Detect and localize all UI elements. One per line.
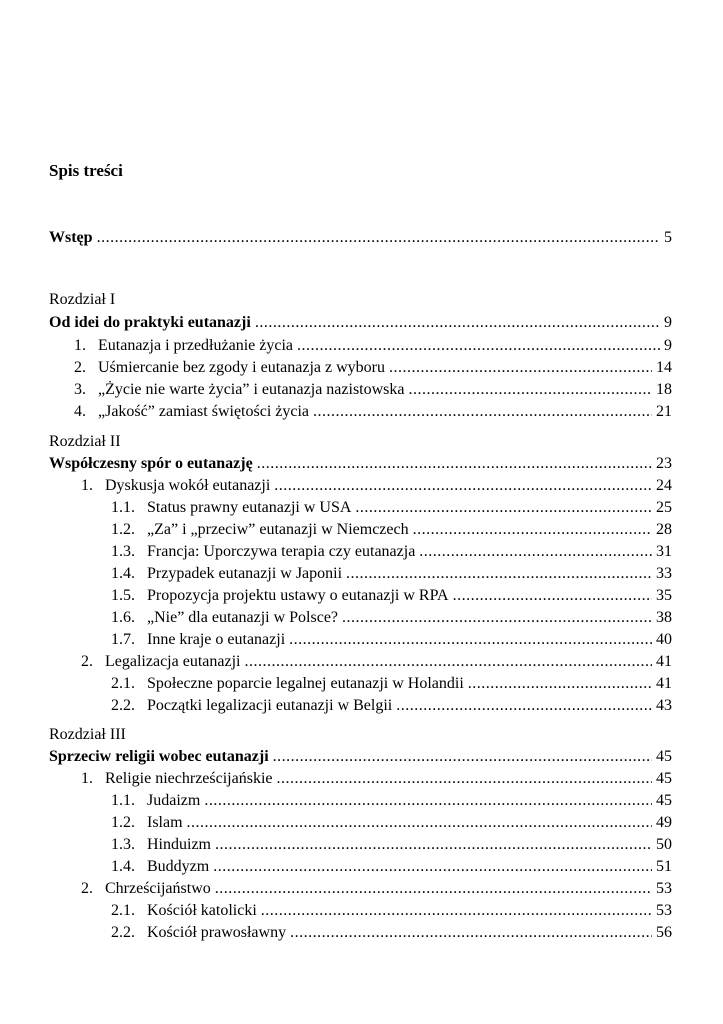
leader-dots: [389, 357, 652, 379]
entry-title: Buddyzm: [147, 858, 210, 875]
entry-title: Przypadek eutanazji w Japonii: [147, 565, 343, 582]
leader-dots: [419, 541, 652, 563]
entry-title: Kościół prawosławny: [147, 924, 287, 941]
entry-number: 2.: [81, 653, 93, 670]
page-number: 49: [656, 814, 672, 831]
entry-number: 2.: [74, 359, 86, 376]
chapter-label: Rozdział I: [49, 291, 116, 308]
toc-entry: [81, 651, 672, 673]
entry-title: Hinduizm: [147, 836, 211, 853]
entry-number: 1.: [81, 770, 93, 787]
entry-number: 1.1.: [111, 792, 135, 809]
entry-title: „Za” i „przeciw” eutanazji w Niemczech: [147, 521, 409, 538]
page-number: 53: [656, 902, 672, 919]
leader-dots: [276, 768, 652, 790]
page-number: 45: [656, 770, 672, 787]
page-number: 45: [656, 792, 672, 809]
chapter-title-row: [49, 312, 672, 334]
toc-entry: [111, 790, 672, 812]
page-number: 9: [664, 314, 672, 331]
page-number: 41: [656, 653, 672, 670]
entry-number: 1.6.: [111, 609, 135, 626]
leader-dots: [290, 922, 652, 944]
page-number: 21: [656, 403, 672, 420]
chapter-title: Sprzeciw religii wobec eutanazji: [49, 748, 269, 765]
entry-number: 1.3.: [111, 543, 135, 560]
page-number: 9: [664, 337, 672, 354]
page-number: 53: [656, 880, 672, 897]
chapter-title-row: [49, 453, 672, 475]
leader-dots: [396, 695, 652, 717]
toc-entry: [111, 856, 672, 878]
entry-title: Uśmiercanie bez zgody i eutanazja z wyboru: [98, 359, 385, 376]
leader-dots: [413, 519, 652, 541]
toc-entry: [111, 812, 672, 834]
page-number: 41: [656, 675, 672, 692]
leader-dots: [346, 563, 652, 585]
toc-entry: [74, 379, 672, 401]
entry-title: Judaizm: [147, 792, 201, 809]
chapter-label: Rozdział III: [49, 726, 126, 743]
leader-dots: [355, 497, 652, 519]
entry-number: 1.1.: [111, 499, 135, 516]
entry-number: 1.: [74, 337, 86, 354]
page-number: 5: [664, 229, 672, 246]
page-number: 51: [656, 858, 672, 875]
leader-dots: [273, 746, 652, 768]
entry-number: 1.4.: [111, 565, 135, 582]
page-number: 50: [656, 836, 672, 853]
entry-title: „Jakość” zamiast świętości życia: [98, 403, 310, 420]
leader-dots: [257, 453, 652, 475]
entry-number: 2.1.: [111, 902, 135, 919]
leader-dots: [409, 379, 653, 401]
page-number: 38: [656, 609, 672, 626]
toc-entry: [111, 900, 672, 922]
toc-entry: [111, 673, 672, 695]
leader-dots: [187, 812, 652, 834]
entry-number: 2.: [81, 880, 93, 897]
entry-number: 1.7.: [111, 631, 135, 648]
entry-title: Eutanazja i przedłużanie życia: [98, 337, 293, 354]
toc-entry: [81, 768, 672, 790]
entry-title: Islam: [147, 814, 183, 831]
page-number: 40: [656, 631, 672, 648]
entry-title: Legalizacja eutanazji: [105, 653, 241, 670]
entry-number: 3.: [74, 381, 86, 398]
toc-entry: [111, 695, 672, 717]
leader-dots: [261, 900, 652, 922]
leader-dots: [255, 312, 660, 334]
page-number: 24: [656, 477, 672, 494]
toc-entry: [111, 922, 672, 944]
entry-title: Status prawny eutanazji w USA: [147, 499, 352, 516]
entry-title: Religie niechrześcijańskie: [105, 770, 273, 787]
leader-dots: [274, 475, 652, 497]
entry-title: „Nie” dla eutanazji w Polsce?: [147, 609, 339, 626]
entry-number: 1.: [81, 477, 93, 494]
entry-title: „Życie nie warte życia” i eutanazja nazistowska: [98, 381, 405, 398]
leader-dots: [97, 227, 660, 249]
entry-number: 1.4.: [111, 858, 135, 875]
chapter-title: Współczesny spór o eutanazję: [49, 455, 253, 472]
page-number: 14: [656, 359, 672, 376]
leader-dots: [244, 651, 652, 673]
entry-number: 2.1.: [111, 675, 135, 692]
leader-dots: [297, 335, 660, 357]
toc-entry: [74, 357, 672, 379]
leader-dots: [342, 607, 652, 629]
page-number: 45: [656, 748, 672, 765]
entry-title: Inne kraje o eutanazji: [147, 631, 286, 648]
entry-number: 2.2.: [111, 697, 135, 714]
leader-dots: [215, 878, 652, 900]
entry-number: 1.2.: [111, 521, 135, 538]
page-number: 18: [656, 381, 672, 398]
toc-entry: [81, 475, 672, 497]
toc-entry: [111, 519, 672, 541]
page-number: 31: [656, 543, 672, 560]
leader-dots: [204, 790, 652, 812]
entry-title: Kościół katolicki: [147, 902, 257, 919]
page-number: 56: [656, 924, 672, 941]
leader-dots: [453, 585, 652, 607]
entry-title: Początki legalizacji eutanazji w Belgii: [147, 697, 393, 714]
entry-title: Społeczne poparcie legalnej eutanazji w Holandii: [147, 675, 464, 692]
page-number: 43: [656, 697, 672, 714]
toc-heading: Spis treści: [49, 161, 123, 180]
chapter-label: Rozdział II: [49, 433, 121, 450]
leader-dots: [468, 673, 652, 695]
toc-entry: [111, 497, 672, 519]
entry-title: Chrześcijaństwo: [105, 880, 211, 897]
toc-entry: [81, 878, 672, 900]
page-number: 25: [656, 499, 672, 516]
entry-title: Wstęp: [49, 229, 93, 246]
leader-dots: [313, 401, 652, 423]
toc-entry: [111, 585, 672, 607]
toc-entry: [111, 629, 672, 651]
entry-number: 1.2.: [111, 814, 135, 831]
entry-number: 4.: [74, 403, 86, 420]
chapter-title: Od idei do praktyki eutanazji: [49, 314, 251, 331]
toc-entry: [111, 834, 672, 856]
toc-entry: [111, 563, 672, 585]
entry-number: 1.3.: [111, 836, 135, 853]
page-number: 23: [656, 455, 672, 472]
entry-title: Francja: Uporczywa terapia czy eutanazja: [147, 543, 416, 560]
page-number: 28: [656, 521, 672, 538]
toc-entry-intro: [49, 227, 672, 249]
chapter-title-row: [49, 746, 672, 768]
leader-dots: [213, 856, 652, 878]
entry-number: 1.5.: [111, 587, 135, 604]
leader-dots: [215, 834, 652, 856]
entry-title: Propozycja projektu ustawy o eutanazji w RPA: [147, 587, 449, 604]
leader-dots: [289, 629, 652, 651]
toc-entry: [74, 401, 672, 423]
page-number: 33: [656, 565, 672, 582]
toc-entry: [111, 541, 672, 563]
page-number: 35: [656, 587, 672, 604]
toc-entry: [74, 335, 672, 357]
entry-number: 2.2.: [111, 924, 135, 941]
entry-title: Dyskusja wokół eutanazji: [105, 477, 271, 494]
toc-entry: [111, 607, 672, 629]
